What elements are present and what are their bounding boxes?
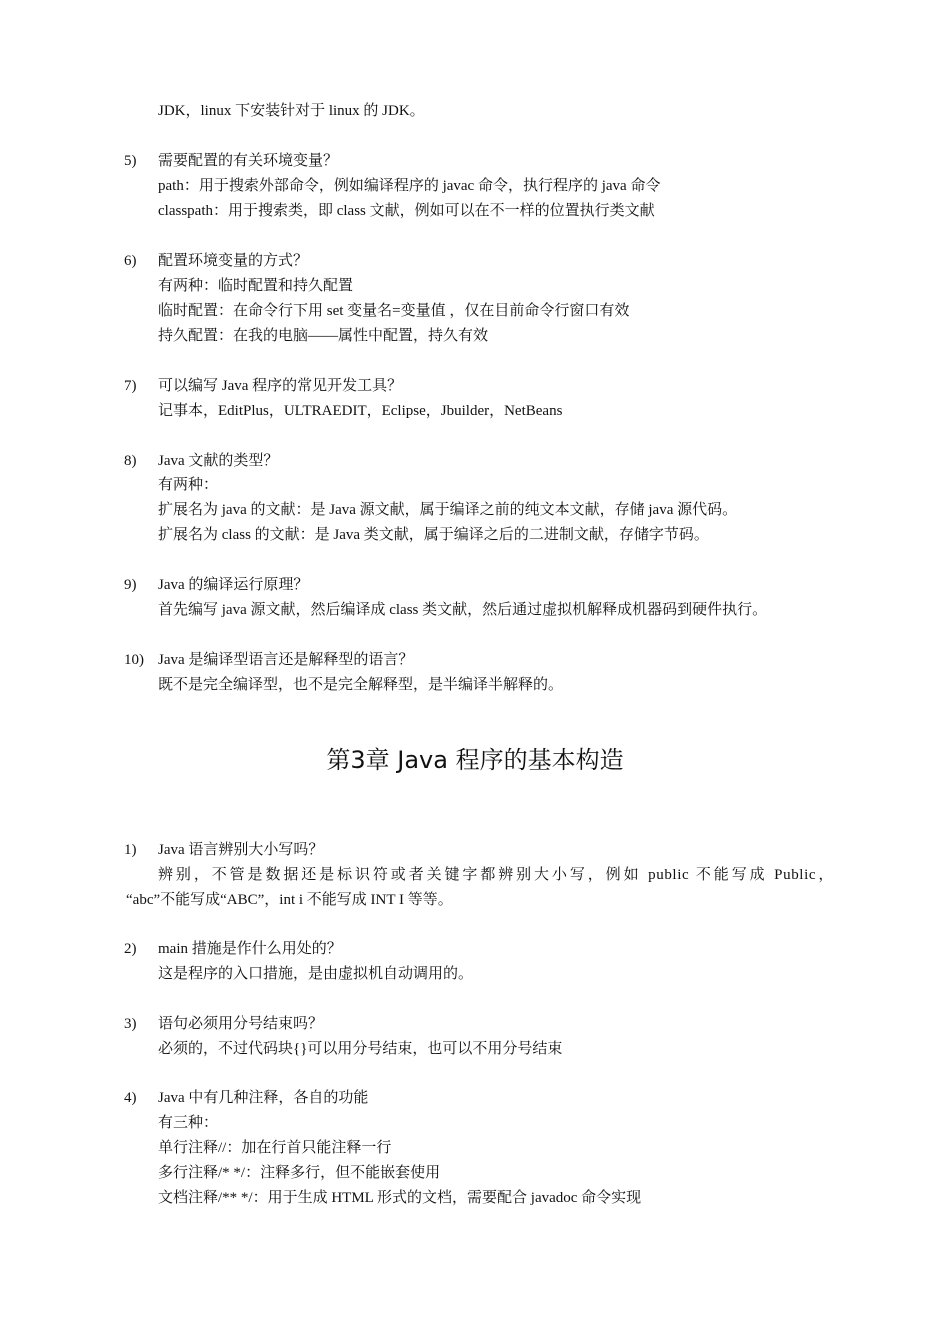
item-question: 配置环境变量的方式？ xyxy=(158,253,309,269)
item-answer-line: 首先编写 java 源文献，然后编译成 class 类文献，然后通过虚拟机解释成机器码到硬件执行。 xyxy=(158,602,768,618)
item-answer-line: 有三种： xyxy=(158,1115,219,1131)
item-question: Java 的编译运行原理？ xyxy=(158,577,309,593)
item-number: 2) xyxy=(124,941,137,957)
item-question: 需要配置的有关环境变量？ xyxy=(158,153,339,169)
item-question: Java 是编译型语言还是解释型的语言？ xyxy=(158,652,414,668)
item-answer-line: 持久配置：在我的电脑——属性中配置，持久有效 xyxy=(158,328,489,344)
item-answer-line: 扩展名为 class 的文献：是 Java 类文献，属于编译之后的二进制文献，存储字节码。 xyxy=(158,527,709,543)
item-answer-line: 有两种： xyxy=(158,477,219,493)
item-number: 8) xyxy=(124,453,137,469)
item-answer-continuation: “abc”不能写成“ABC”，int i 不能写成 INT I 等等。 xyxy=(126,892,453,908)
item-question: 语句必须用分号结束吗？ xyxy=(158,1016,324,1032)
item-answer-line: 记事本，EditPlus，ULTRAEDIT，Eclipse，Jbuilder，NetBeans xyxy=(158,403,563,419)
item-number: 10) xyxy=(124,652,144,668)
item-answer-line: classpath：用于搜索类，即 class 文献，例如可以在不一样的位置执行类文献 xyxy=(158,203,655,219)
item-number: 7) xyxy=(124,378,137,394)
item-answer-line: 单行注释//：加在行首只能注释一行 xyxy=(158,1140,392,1156)
item-question: Java 文献的类型？ xyxy=(158,453,279,469)
item-answer-line: 多行注释/* */：注释多行，但不能嵌套使用 xyxy=(158,1165,441,1181)
item-question: main 措施是作什么用处的？ xyxy=(158,941,342,957)
item-answer-line: 有两种：临时配置和持久配置 xyxy=(158,278,354,294)
item-answer-line: 既不是完全编译型，也不是完全解释型，是半编译半解释的。 xyxy=(158,677,564,693)
item-answer-line: 文档注释/** */：用于生成 HTML 形式的文档，需要配合 javadoc 命令实现 xyxy=(158,1190,642,1206)
item-number: 4) xyxy=(124,1090,137,1106)
item-number: 1) xyxy=(124,842,137,858)
item-answer-line: 必须的，不过代码块{}可以用分号结束，也可以不用分号结束 xyxy=(158,1041,563,1057)
item-question: 可以编写 Java 程序的常见开发工具？ xyxy=(158,378,403,394)
item-number: 9) xyxy=(124,577,137,593)
carry-over-line: JDK，linux 下安装针对于 linux 的 JDK。 xyxy=(158,103,425,119)
item-question: Java 中有几种注释，各自的功能 xyxy=(158,1090,369,1106)
chapter-heading: 第3章 Java 程序的基本构造 xyxy=(326,746,624,774)
item-question: Java 语言辨别大小写吗？ xyxy=(158,842,324,858)
item-number: 6) xyxy=(124,253,137,269)
item-number: 5) xyxy=(124,153,137,169)
item-answer-line: path：用于搜索外部命令，例如编译程序的 javac 命令，执行程序的 java 命令 xyxy=(158,178,661,194)
item-answer-line: 临时配置：在命令行下用 set 变量名=变量值 ，仅在目前命令行窗口有效 xyxy=(158,303,630,319)
item-answer-line: 这是程序的入口措施，是由虚拟机自动调用的。 xyxy=(158,966,474,982)
item-number: 3) xyxy=(124,1016,137,1032)
item-answer-line: 辨别，不管是数据还是标识符或者关键字都辨别大小写，例如 public 不能写成 Public， xyxy=(158,867,834,883)
item-answer-line: 扩展名为 java 的文献：是 Java 源文献，属于编译之前的纯文本文献，存储 java 源代码。 xyxy=(158,502,738,518)
